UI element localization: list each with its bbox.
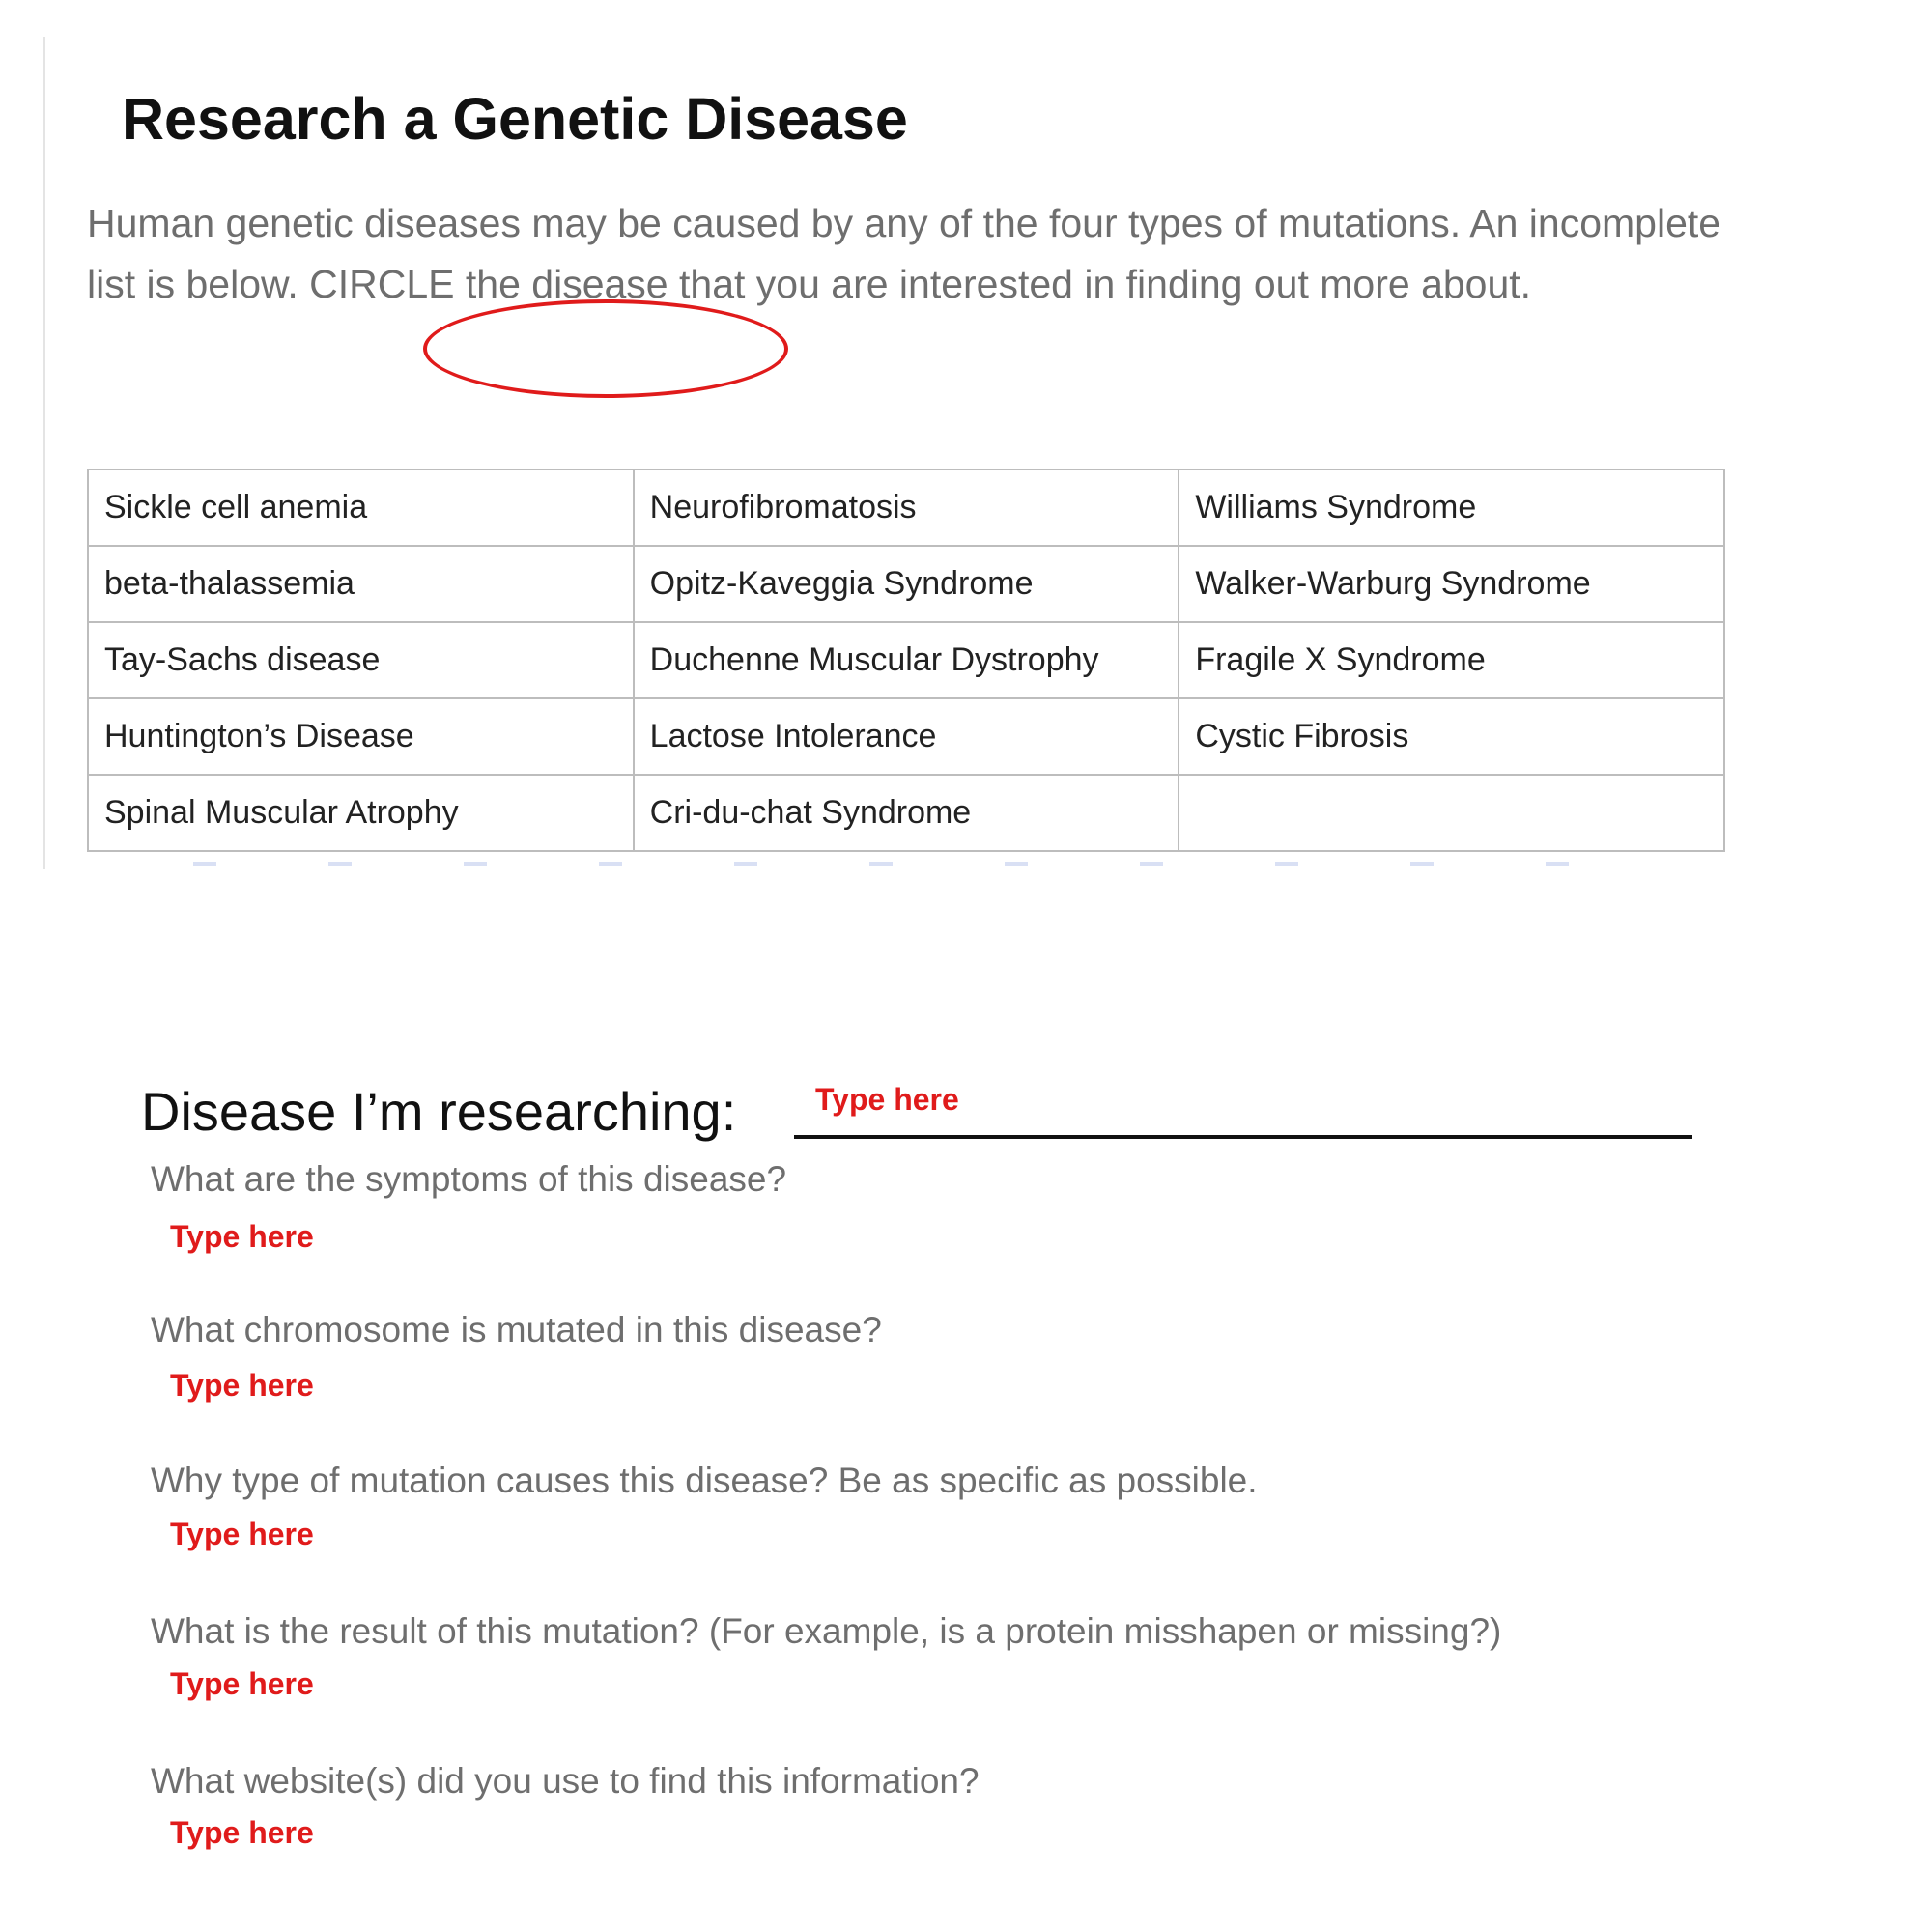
disease-cell[interactable]: Walker-Warburg Syndrome xyxy=(1179,546,1724,622)
disease-cell[interactable]: beta-thalassemia xyxy=(88,546,634,622)
question-mutation-result: What is the result of this mutation? (For example, is a protein misshapen or missing?) xyxy=(151,1611,1502,1651)
disease-label: Disease I’m researching: xyxy=(141,1081,737,1142)
answer-mutation-result[interactable]: Type here xyxy=(170,1666,314,1701)
disease-input[interactable]: Type here xyxy=(815,1082,959,1117)
disease-table xyxy=(87,469,1725,852)
question-websites: What website(s) did you use to find this information? xyxy=(151,1761,980,1801)
intro-paragraph: Human genetic diseases may be caused by any of the four types of mutations. An incomplete list is below. CIRCLE the disease that you are interested in finding out more about. xyxy=(87,201,1721,306)
disease-cell[interactable]: Opitz-Kaveggia Syndrome xyxy=(634,546,1179,622)
question-symptoms: What are the symptoms of this disease? xyxy=(151,1159,787,1199)
disease-cell[interactable]: Cystic Fibrosis xyxy=(1179,698,1724,775)
answer-chromosome[interactable]: Type here xyxy=(170,1368,314,1403)
disease-cell[interactable]: Tay-Sachs disease xyxy=(88,622,634,698)
answer-websites[interactable]: Type here xyxy=(170,1815,314,1850)
answer-symptoms[interactable]: Type here xyxy=(170,1219,314,1254)
page-title: Research a Genetic Disease xyxy=(122,86,908,152)
disease-cell[interactable]: Huntington’s Disease xyxy=(88,698,634,775)
disease-cell[interactable]: Neurofibromatosis xyxy=(634,469,1179,546)
disease-underline xyxy=(794,1135,1692,1139)
disease-cell[interactable]: Lactose Intolerance xyxy=(634,698,1179,775)
disease-cell[interactable]: Sickle cell anemia xyxy=(88,469,634,546)
faint-text-strip xyxy=(193,862,1642,866)
table-row xyxy=(88,698,1724,775)
disease-cell[interactable]: Fragile X Syndrome xyxy=(1179,622,1724,698)
disease-cell[interactable]: Cri-du-chat Syndrome xyxy=(634,775,1179,851)
disease-cell[interactable]: Spinal Muscular Atrophy xyxy=(88,775,634,851)
table-row xyxy=(88,546,1724,622)
empty-cell xyxy=(1179,775,1724,851)
table-row xyxy=(88,469,1724,546)
page-left-border xyxy=(43,37,45,869)
table-row xyxy=(88,775,1724,851)
disease-cell[interactable]: Duchenne Muscular Dystrophy xyxy=(634,622,1179,698)
question-mutation-type: Why type of mutation causes this disease? Be as specific as possible. xyxy=(151,1461,1258,1500)
question-chromosome: What chromosome is mutated in this disease? xyxy=(151,1310,882,1350)
table-row xyxy=(88,622,1724,698)
disease-cell[interactable]: Williams Syndrome xyxy=(1179,469,1724,546)
answer-mutation-type[interactable]: Type here xyxy=(170,1517,314,1551)
